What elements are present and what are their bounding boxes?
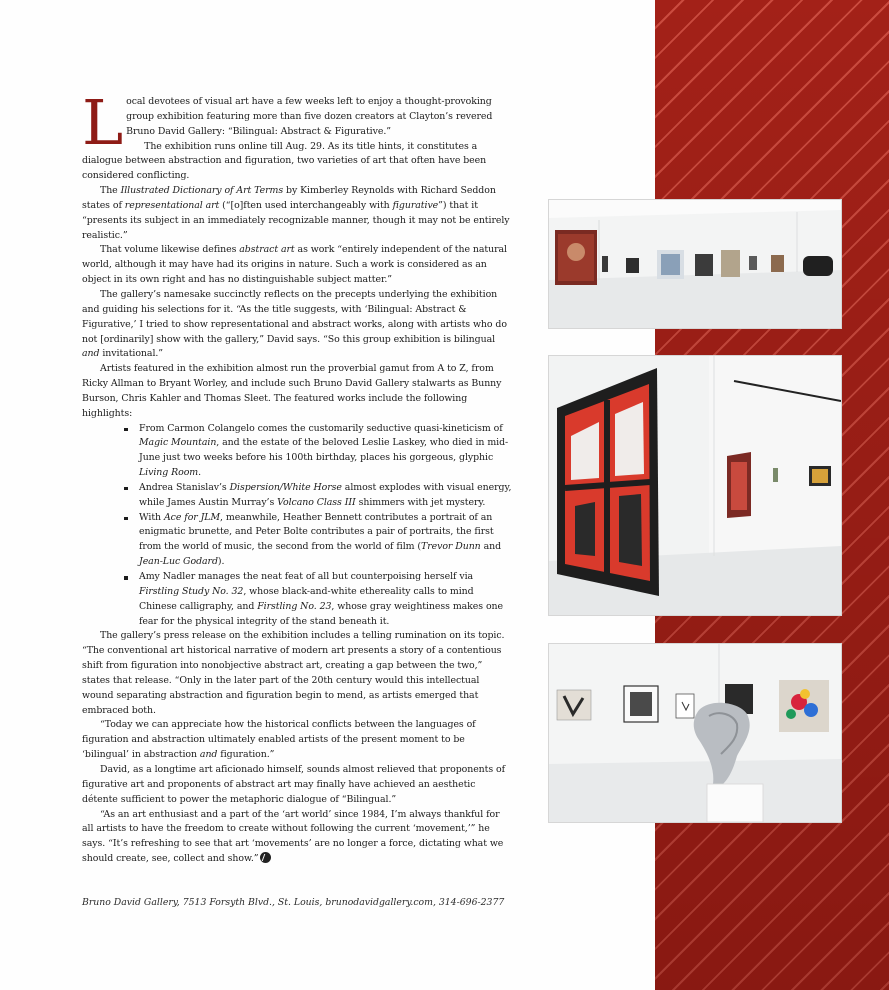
article-paragraph [82,808,512,867]
article-paragraph [82,718,512,763]
text-run: That volume likewise defines [100,244,240,256]
italic-text: Living Room [139,467,199,479]
highlight-item [139,422,512,481]
highlight-item [139,481,512,511]
gallery-info-line: Bruno David Gallery, 7513 Forsyth Blvd., St. Louis, brunodavidgallery.com, 314-696-2377 [82,897,505,908]
text-run: With [139,511,164,523]
text-run: shimmers with jet mystery. [355,496,486,508]
text-run: The gallery’s press release on the exhibition includes a telling rumination on its topic. “The conventional art historical narrative of modern art presents a story of a contentious shift from figuration into nonobjective abstract art, creating a gap between the two,” states that release. “Only in the later part of the 20th century would this intellectual wound separating abstraction and figuration begin to mend, as artists emerged that embraced both. [82,630,505,716]
article-paragraph [82,629,512,718]
italic-text: Volcano Class III [277,496,356,508]
text-run: by Kimberley Reynolds with Richard Seddon states of [82,185,496,211]
text-run: (“[o]ften used interchangeably with [219,199,393,211]
italic-text: Magic Mountain [139,437,217,449]
article-paragraph [82,140,512,185]
text-run: ocal devotees of visual art have a few weeks left to enjoy a thought-provoking group exhibition featuring more than five dozen creators at Clayton’s revered Bruno David Gallery: “Bilingual: Abstract & Figurative.” [126,96,493,137]
article-paragraph [82,184,512,243]
highlight-item [139,570,512,629]
italic-text: abstract art [239,244,295,256]
end-mark-icon [260,852,271,863]
text-run: The exhibition runs online till Aug. 29. As its title hints, it constitutes a dialogue between abstraction and figuration, two varieties of art that often have been considered conflicting. [82,140,487,182]
text-run: as work “entirely independent of the natural world, although it may have had its origins in nature. Such a work is considered as an object in its own right and has no distinguishable subject matter.” [82,244,507,286]
text-run: From Carmon Colangelo comes the customarily seductive quasi-kineticism of [139,422,503,434]
italic-text: Firstling No. 23 [257,600,332,612]
text-run: and [480,541,502,553]
gallery-photo-red-painting [548,355,842,616]
italic-text: figurative [392,199,439,211]
gallery-photo-sculpture [548,643,842,823]
text-run: Andrea Stanislav’s [139,481,230,493]
text-run: ”) that it “presents its subject in an immediately recognizable manner, though it may not be entirely realistic.” [82,199,510,241]
italic-text: Ace for JLM [163,511,221,523]
text-run: The [100,185,121,197]
gallery-photo-wide-view [548,199,842,329]
text-run: David, as a longtime art aficionado himself, sounds almost relieved that proponents of figurative art and proponents of abstract art may finally have achieved an aesthetic détente sufficient to power the metaphoric dialogue of “Bilingual.” [82,763,506,805]
text-run: almost explodes with visual energy, while James Austin Murray’s [139,481,512,508]
italic-text: Jean-Luc Godard [139,556,218,568]
italic-text: and [199,749,218,761]
italic-text: and [82,348,100,360]
italic-text: Dispersion/White Horse [229,481,342,493]
highlights-list [82,422,512,630]
italic-text: Trevor Dunn [421,541,481,553]
article-paragraph [82,763,512,808]
text-run: , meanwhile, Heather Bennett contributes a portrait of an enigmatic brunette, and Peter Bolte contributes a pair of portraits, the first from the world of music, the second from the world of film ( [139,511,494,553]
article-paragraph [82,288,512,362]
highlight-item [139,511,512,570]
text-run: The gallery’s namesake succinctly reflects on the precepts underlying the exhibition and guiding his selections for it. “As the title suggests, with ‘Bilingual: Abstract & Figurative,’ I tried to show representational and abstract works, along with artists who do not [ordinarily] show with the gallery,” David says. “So this group exhibition is bilingual [82,288,507,345]
text-run: , and the estate of the beloved Leslie Laskey, who died in mid-June just two weeks before his 100th birthday, places his gorgeous, glyphic [139,437,509,464]
italic-text: Illustrated Dictionary of Art Terms [120,185,284,197]
text-run: figuration.” [217,749,275,761]
article-paragraph [82,86,512,159]
italic-text: representational art [124,199,220,211]
text-run: ). [217,556,225,568]
article-paragraph [82,243,512,288]
text-run: , whose black-and-white ethereality calls to mind Chinese calligraphy, and [139,585,474,612]
text-run: “Today we can appreciate how the historical conflicts between the languages of figuration and abstraction ultimately enabled artists of the present moment to be ‘bilingual’ in abstraction [82,719,476,761]
text-run: . [198,467,202,479]
article-body [82,86,512,867]
italic-text: Firstling Study No. 32 [139,585,244,597]
text-run: , whose gray weightiness makes one fear for the physical integrity of the stand beneath it. [139,600,504,627]
text-run: Amy Nadler manages the neat feat of all but counterpoising herself via [139,571,474,582]
article-paragraph [82,362,512,421]
text-run: invitational.” [99,348,164,360]
text-run: “As an art enthusiast and a part of the ‘art world’ since 1984, I’m always thankful for all artists to have the freedom to create without following the current ‘movement,’” he says. “It’s refreshing to see that art ‘movements’ are no longer a force, dictating what we should create, see, collect and show.” [82,808,504,865]
drop-cap: L [82,86,124,159]
text-run: Artists featured in the exhibition almost run the proverbial gamut from A to Z, from Ricky Allman to Bryant Worley, and include such Bruno David Gallery stalwarts as Bunny Burson, Chris Kahler and Thomas Sleet. The featured works include the following highlights: [82,363,502,419]
